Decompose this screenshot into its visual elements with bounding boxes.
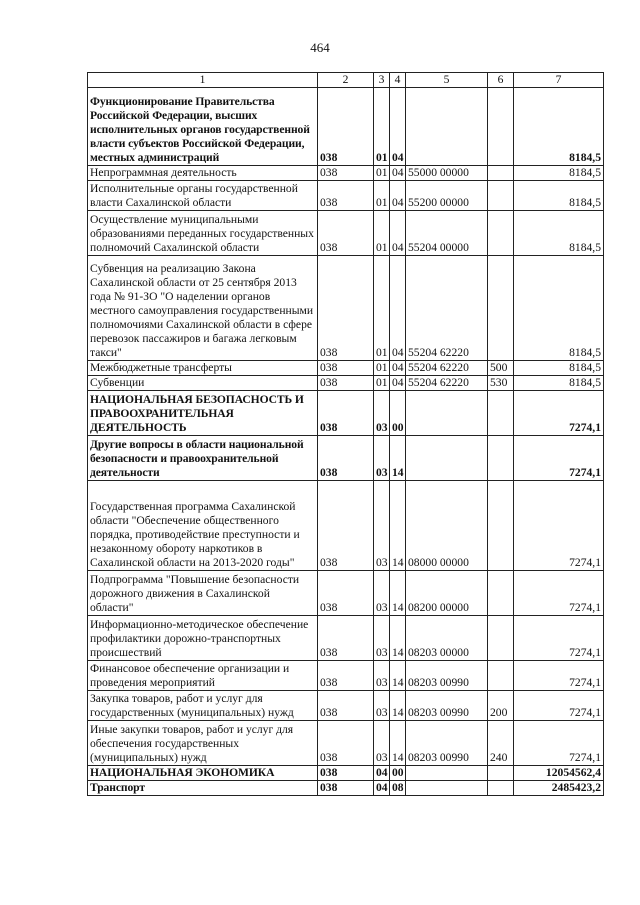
- row-section-cell: 01: [374, 88, 390, 166]
- row-name-cell: Финансовое обеспечение организации и проведения мероприятий: [88, 661, 318, 691]
- table-row: [88, 481, 604, 571]
- row-name-cell: Исполнительные органы государственной власти Сахалинской области: [88, 181, 318, 211]
- row-subsection-cell: 04: [390, 256, 406, 361]
- table-row: [88, 376, 604, 391]
- row-section-cell: 03: [374, 481, 390, 571]
- row-expense-type-cell: [488, 436, 514, 481]
- row-expense-type-cell: [488, 166, 514, 181]
- row-code-cell: 038: [318, 256, 374, 361]
- row-subsection-cell: 08: [390, 781, 406, 796]
- row-section-cell: 04: [374, 766, 390, 781]
- table-row: [88, 721, 604, 766]
- row-amount-cell: 7274,1: [514, 436, 604, 481]
- row-subsection-cell: 04: [390, 376, 406, 391]
- row-code-cell: 038: [318, 781, 374, 796]
- table-row: [88, 661, 604, 691]
- row-code-cell: 038: [318, 481, 374, 571]
- header-cell-2: 2: [318, 73, 374, 88]
- row-code-cell: 038: [318, 211, 374, 256]
- row-section-cell: 03: [374, 721, 390, 766]
- table-row: [88, 391, 604, 436]
- row-target-cell: [406, 88, 488, 166]
- row-name-cell: Закупка товаров, работ и услуг для государственных (муниципальных) нужд: [88, 691, 318, 721]
- row-code-cell: 038: [318, 721, 374, 766]
- row-amount-cell: 7274,1: [514, 691, 604, 721]
- row-subsection-cell: 14: [390, 481, 406, 571]
- header-cell-3: 3: [374, 73, 390, 88]
- row-expense-type-cell: [488, 181, 514, 211]
- row-target-cell: 08203 00990: [406, 661, 488, 691]
- row-code-cell: 038: [318, 166, 374, 181]
- row-subsection-cell: 00: [390, 391, 406, 436]
- row-expense-type-cell: [488, 616, 514, 661]
- row-subsection-cell: 04: [390, 211, 406, 256]
- row-subsection-cell: 14: [390, 436, 406, 481]
- row-code-cell: 038: [318, 391, 374, 436]
- row-amount-cell: 8184,5: [514, 166, 604, 181]
- header-cell-7: 7: [514, 73, 604, 88]
- table-row: [88, 571, 604, 616]
- header-row: [88, 73, 604, 88]
- row-section-cell: 01: [374, 181, 390, 211]
- row-section-cell: 01: [374, 256, 390, 361]
- row-amount-cell: 8184,5: [514, 181, 604, 211]
- row-code-cell: 038: [318, 661, 374, 691]
- table-row: [88, 166, 604, 181]
- row-amount-cell: 7274,1: [514, 616, 604, 661]
- row-section-cell: 03: [374, 391, 390, 436]
- row-amount-cell: 7274,1: [514, 481, 604, 571]
- row-section-cell: 01: [374, 376, 390, 391]
- row-name-cell: Непрограммная деятельность: [88, 166, 318, 181]
- row-subsection-cell: 14: [390, 571, 406, 616]
- row-name-cell: НАЦИОНАЛЬНАЯ ЭКОНОМИКА: [88, 766, 318, 781]
- table-row: [88, 616, 604, 661]
- row-subsection-cell: 04: [390, 181, 406, 211]
- row-amount-cell: 8184,5: [514, 88, 604, 166]
- row-code-cell: 038: [318, 691, 374, 721]
- row-target-cell: [406, 436, 488, 481]
- table-row: [88, 361, 604, 376]
- row-section-cell: 01: [374, 211, 390, 256]
- row-expense-type-cell: [488, 661, 514, 691]
- row-code-cell: 038: [318, 766, 374, 781]
- row-expense-type-cell: 240: [488, 721, 514, 766]
- row-code-cell: 038: [318, 436, 374, 481]
- table-body: [88, 88, 604, 796]
- row-expense-type-cell: [488, 481, 514, 571]
- row-code-cell: 038: [318, 376, 374, 391]
- row-expense-type-cell: [488, 766, 514, 781]
- row-subsection-cell: 04: [390, 361, 406, 376]
- row-target-cell: [406, 766, 488, 781]
- row-subsection-cell: 14: [390, 661, 406, 691]
- row-amount-cell: 8184,5: [514, 256, 604, 361]
- row-name-cell: Подпрограмма "Повышение безопасности дорожного движения в Сахалинской области": [88, 571, 318, 616]
- table-row: [88, 436, 604, 481]
- row-amount-cell: 8184,5: [514, 376, 604, 391]
- row-amount-cell: 2485423,2: [514, 781, 604, 796]
- row-target-cell: 55204 62220: [406, 376, 488, 391]
- row-code-cell: 038: [318, 88, 374, 166]
- row-expense-type-cell: [488, 571, 514, 616]
- row-expense-type-cell: [488, 211, 514, 256]
- row-name-cell: Иные закупки товаров, работ и услуг для обеспечения государственных (муниципальных) нужд: [88, 721, 318, 766]
- row-name-cell: Информационно-методическое обеспечение профилактики дорожно-транспортных происшествий: [88, 616, 318, 661]
- row-name-cell: Функционирование Правительства Российской Федерации, высших исполнительных органов государственной власти субъектов Российской Федерации, местных администраций: [88, 88, 318, 166]
- row-name-cell: Субвенции: [88, 376, 318, 391]
- row-section-cell: 01: [374, 361, 390, 376]
- row-amount-cell: 8184,5: [514, 211, 604, 256]
- row-subsection-cell: 14: [390, 721, 406, 766]
- header-cell-1: 1: [88, 73, 318, 88]
- row-code-cell: 038: [318, 616, 374, 661]
- row-name-cell: Межбюджетные трансферты: [88, 361, 318, 376]
- row-amount-cell: 12054562,4: [514, 766, 604, 781]
- table-row: [88, 181, 604, 211]
- row-code-cell: 038: [318, 361, 374, 376]
- row-amount-cell: 7274,1: [514, 661, 604, 691]
- row-expense-type-cell: 530: [488, 376, 514, 391]
- table-row: [88, 256, 604, 361]
- row-section-cell: 03: [374, 691, 390, 721]
- row-target-cell: 08200 00000: [406, 571, 488, 616]
- row-subsection-cell: 04: [390, 166, 406, 181]
- row-amount-cell: 7274,1: [514, 721, 604, 766]
- row-code-cell: 038: [318, 571, 374, 616]
- row-target-cell: 55204 62220: [406, 256, 488, 361]
- row-subsection-cell: 00: [390, 766, 406, 781]
- row-target-cell: 08000 00000: [406, 481, 488, 571]
- row-target-cell: [406, 391, 488, 436]
- header-cell-4: 4: [390, 73, 406, 88]
- row-amount-cell: 7274,1: [514, 571, 604, 616]
- table-row: [88, 781, 604, 796]
- row-target-cell: 55204 62220: [406, 361, 488, 376]
- budget-table: [87, 72, 604, 796]
- row-subsection-cell: 04: [390, 88, 406, 166]
- row-target-cell: 08203 00000: [406, 616, 488, 661]
- row-section-cell: 03: [374, 571, 390, 616]
- row-expense-type-cell: [488, 391, 514, 436]
- row-code-cell: 038: [318, 181, 374, 211]
- table-row: [88, 766, 604, 781]
- row-section-cell: 04: [374, 781, 390, 796]
- row-target-cell: 55200 00000: [406, 181, 488, 211]
- header-cell-5: 5: [406, 73, 488, 88]
- row-target-cell: 08203 00990: [406, 691, 488, 721]
- table-row: [88, 88, 604, 166]
- row-amount-cell: 7274,1: [514, 391, 604, 436]
- table-row: [88, 691, 604, 721]
- row-expense-type-cell: [488, 781, 514, 796]
- row-amount-cell: 8184,5: [514, 361, 604, 376]
- row-expense-type-cell: 200: [488, 691, 514, 721]
- row-target-cell: 55000 00000: [406, 166, 488, 181]
- row-name-cell: Транспорт: [88, 781, 318, 796]
- row-section-cell: 01: [374, 166, 390, 181]
- row-subsection-cell: 14: [390, 691, 406, 721]
- row-expense-type-cell: [488, 256, 514, 361]
- row-target-cell: [406, 781, 488, 796]
- row-section-cell: 03: [374, 661, 390, 691]
- header-cell-6: 6: [488, 73, 514, 88]
- row-subsection-cell: 14: [390, 616, 406, 661]
- row-name-cell: Субвенция на реализацию Закона Сахалинской области от 25 сентября 2013 года № 91-ЗО "О наделении органов местного самоуправления государственными полномочиями Сахалинской области в сфере перевозок пассажиров и багажа легковым такси": [88, 256, 318, 361]
- table-row: [88, 211, 604, 256]
- row-section-cell: 03: [374, 616, 390, 661]
- row-name-cell: НАЦИОНАЛЬНАЯ БЕЗОПАСНОСТЬ И ПРАВООХРАНИТЕЛЬНАЯ ДЕЯТЕЛЬНОСТЬ: [88, 391, 318, 436]
- row-target-cell: 55204 00000: [406, 211, 488, 256]
- row-name-cell: Осуществление муниципальными образованиями переданных государственных полномочий Сахалинской области: [88, 211, 318, 256]
- row-section-cell: 03: [374, 436, 390, 481]
- row-expense-type-cell: [488, 88, 514, 166]
- row-name-cell: Другие вопросы в области национальной безопасности и правоохранительной деятельности: [88, 436, 318, 481]
- page-number: 464: [310, 40, 330, 55]
- row-target-cell: 08203 00990: [406, 721, 488, 766]
- row-name-cell: Государственная программа Сахалинской области "Обеспечение общественного порядка, противодействие преступности и незаконному обороту наркотиков в Сахалинской области на 2013-2020 годы": [88, 481, 318, 571]
- row-expense-type-cell: 500: [488, 361, 514, 376]
